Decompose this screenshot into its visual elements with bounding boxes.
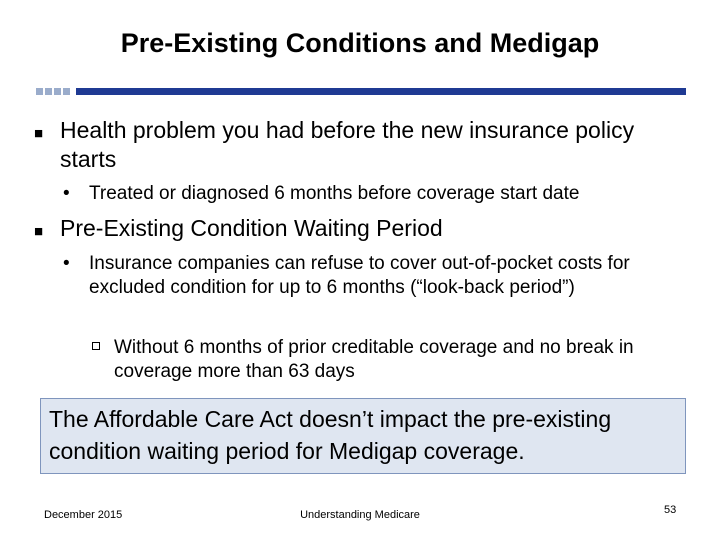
bullet-waiting-period bbox=[34, 214, 680, 243]
sub-bullet-text: Insurance companies can refuse to cover out-of-pocket costs for excluded condition for up to 6 months (“look-back period”) bbox=[89, 253, 630, 298]
footer-date: December 2015 bbox=[44, 509, 123, 521]
divider-bar bbox=[76, 88, 686, 95]
divider-blocks bbox=[36, 88, 70, 95]
page-number: 53 bbox=[664, 504, 677, 516]
bullet-text: Health problem you had before the new insurance policy starts bbox=[60, 117, 635, 172]
aca-callout-box: The Affordable Care Act doesn’t impact the pre-existing condition waiting period for Medigap coverage. bbox=[40, 398, 686, 474]
footer-title: Understanding Medicare bbox=[300, 509, 420, 521]
sub-bullet-insurance bbox=[63, 252, 689, 300]
sub-sub-bullet-coverage bbox=[114, 336, 674, 384]
title-divider bbox=[36, 88, 686, 95]
sub-bullet-treated bbox=[63, 182, 689, 206]
dot-bullet-icon: • bbox=[63, 253, 70, 274]
square-bullet-icon: ■ bbox=[34, 223, 44, 240]
square-bullet-icon: ■ bbox=[34, 125, 44, 142]
sub-sub-bullet-text: Without 6 months of prior creditable coverage and no break in coverage more than 63 days bbox=[114, 337, 634, 382]
bullet-health-problem bbox=[34, 116, 680, 174]
hollow-square-bullet-icon bbox=[92, 342, 100, 350]
sub-bullet-text: Treated or diagnosed 6 months before coverage start date bbox=[89, 183, 580, 204]
dot-bullet-icon: • bbox=[63, 183, 70, 204]
slide-title: Pre-Existing Conditions and Medigap bbox=[120, 28, 600, 58]
bullet-text: Pre-Existing Condition Waiting Period bbox=[60, 215, 443, 241]
